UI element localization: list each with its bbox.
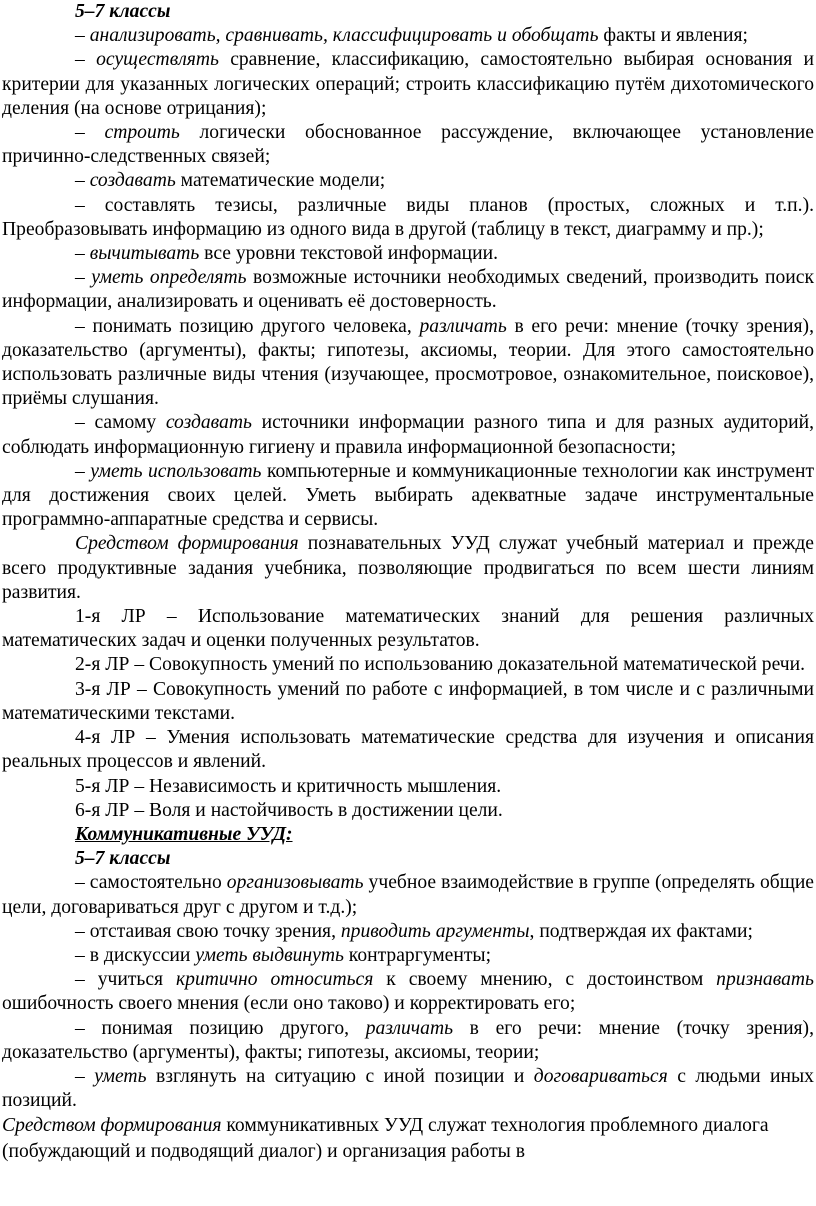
text-run: – bbox=[75, 243, 90, 265]
text-run: факты и явления; bbox=[598, 25, 748, 47]
text-run: в его речи: мнение (точку зрения), доказательство (аргументы), факты; гипотезы, аксиомы, теории; bbox=[2, 1017, 814, 1063]
text-run: – в дискуссии bbox=[75, 944, 196, 966]
paragraph bbox=[2, 920, 814, 944]
text-run: познавательных УУД служат учебный материал и прежде всего продуктивные задания учебника, позволяющие продвигаться по всем шести линиям развития. bbox=[2, 533, 815, 603]
paragraph bbox=[2, 169, 814, 193]
paragraph bbox=[2, 24, 814, 48]
text-run: учебное взаимодействие в группе (определять общие цели, договариваться друг с другом и т.д.); bbox=[2, 872, 814, 918]
italic-run: различать bbox=[365, 1017, 454, 1039]
text-run: , подтверждая их фактами; bbox=[529, 920, 753, 942]
text-run: сравнение, классификацию, самостоятельно выбирая основания и критерии для указанных логических операций; строить классификацию путём дихотомического деления (на основе отрицания); bbox=[2, 49, 815, 119]
italic-run: строить bbox=[104, 122, 180, 144]
text-run: – bbox=[75, 170, 90, 192]
document-page bbox=[2, 0, 814, 1165]
italic-run: создавать bbox=[165, 412, 252, 434]
paragraph bbox=[2, 242, 814, 266]
text-run: – bbox=[75, 49, 97, 71]
text-run: источники информации разного типа и для разных аудиторий, соблюдать информационную гигиену и правила информационной безопасности; bbox=[2, 412, 814, 458]
paragraph: – составлять тезисы, различные виды планов (простых, сложных и т.п.). Преобразовывать информацию из одного вида в другой (таблицу в текст, диаграмму и пр.); bbox=[2, 194, 814, 240]
italic-run: различать bbox=[419, 315, 507, 337]
development-line: 4-я ЛР – Умения использовать математические средства для изучения и описания реальных процессов и явлений. bbox=[2, 727, 814, 773]
paragraph bbox=[2, 460, 814, 533]
text-run: – bbox=[75, 122, 105, 144]
text-run: контраргументы; bbox=[343, 944, 492, 966]
text-run: все уровни текстовой информации. bbox=[199, 243, 499, 265]
text-run: – bbox=[75, 25, 90, 47]
paragraph bbox=[2, 944, 814, 968]
paragraph bbox=[2, 871, 814, 919]
text-run: – самому bbox=[75, 412, 166, 434]
italic-run: уметь использовать bbox=[90, 460, 262, 482]
text-run: математические модели; bbox=[175, 170, 386, 192]
text-run: – bbox=[75, 460, 91, 482]
italic-run: уметь выдвинуть bbox=[195, 944, 344, 966]
italic-run: осуществлять bbox=[96, 49, 219, 71]
text-run: в его речи: мнение (точку зрения), доказательство (аргументы), факты; гипотезы, аксиомы, теории. Для этого самостоятельно использовать различные виды чтения (изучающее, просмотровое, ознакомительное, поисковое), приёмы слушания. bbox=[2, 315, 814, 410]
grade-heading-text: 5–7 классы bbox=[75, 1, 171, 22]
development-line: 3-я ЛР – Совокупность умений по работе с информацией, в том числе и с различными математическими текстами. bbox=[2, 678, 814, 724]
text-run: коммуникативных УУД служат технология проблемного диалога (побуждающий и подводящий диалог) и организация работы в bbox=[2, 1115, 769, 1163]
italic-run: уметь определять bbox=[91, 267, 247, 289]
text-run: возможные источники необходимых сведений, производить поиск информации, анализировать и оценивать её достоверность. bbox=[2, 267, 815, 313]
text-run: к своему мнению, с достоинством bbox=[373, 969, 717, 991]
italic-run: Средством формирования bbox=[2, 1115, 222, 1137]
paragraph bbox=[2, 1065, 814, 1113]
paragraph bbox=[2, 315, 814, 412]
closing-paragraph bbox=[2, 1113, 814, 1165]
text-run: – bbox=[75, 267, 92, 289]
italic-run: признавать bbox=[716, 969, 814, 991]
grade-heading bbox=[2, 0, 814, 24]
paragraph bbox=[2, 266, 814, 314]
development-line: 6-я ЛР – Воля и настойчивость в достижении цели. bbox=[75, 799, 503, 821]
development-line: 1-я ЛР – Использование математических знаний для решения различных математических задач и оценки полученных результатов. bbox=[2, 606, 814, 652]
text-run: – учиться bbox=[75, 969, 176, 991]
italic-run: приводить аргументы bbox=[340, 920, 530, 942]
text-run: – самостоятельно bbox=[75, 872, 227, 894]
text-run: – понимая позицию другого, bbox=[75, 1017, 366, 1039]
text-run: компьютерные и коммуникационные технологии как инструмент для достижения своих целей. Уметь выбирать адекватные задаче инструментальные программно-аппаратные средства и сервисы. bbox=[2, 460, 815, 531]
text-run: логически обоснованное рассуждение, включающее установление причинно-следственных связей; bbox=[2, 122, 814, 168]
text-run: с людьми иных позиций. bbox=[2, 1065, 814, 1112]
section-heading: Коммуникативные УУД: bbox=[75, 823, 293, 845]
italic-run: уметь bbox=[94, 1065, 147, 1087]
text-run: – понимать позицию другого человека, bbox=[75, 315, 420, 337]
italic-run: Средством формирования bbox=[75, 533, 299, 555]
text-run: ошибочность своего мнения (если оно таково) и корректировать его; bbox=[2, 993, 576, 1015]
paragraph bbox=[2, 532, 814, 605]
text-run: – отстаивая свою точку зрения, bbox=[75, 920, 341, 942]
text-run: – bbox=[75, 1065, 95, 1087]
development-line: 5-я ЛР – Независимость и критичность мышления. bbox=[75, 775, 502, 797]
grade-heading: 5–7 классы bbox=[75, 848, 171, 870]
italic-run: создавать bbox=[89, 170, 176, 192]
italic-run: вычитывать bbox=[89, 243, 200, 265]
paragraph bbox=[2, 48, 814, 121]
paragraph bbox=[2, 1017, 814, 1065]
paragraph bbox=[2, 968, 814, 1016]
text-run: взглянуть на ситуацию с иной позиции и bbox=[146, 1065, 534, 1087]
development-line: 2-я ЛР – Совокупность умений по использованию доказательной математической речи. bbox=[75, 654, 806, 676]
italic-run: анализировать, сравнивать, классифицировать и обобщать bbox=[89, 25, 599, 47]
italic-run: критично относиться bbox=[176, 969, 374, 991]
paragraph bbox=[2, 121, 814, 169]
italic-run: организовывать bbox=[226, 872, 364, 894]
paragraph bbox=[2, 411, 814, 459]
italic-run: договариваться bbox=[533, 1065, 668, 1087]
